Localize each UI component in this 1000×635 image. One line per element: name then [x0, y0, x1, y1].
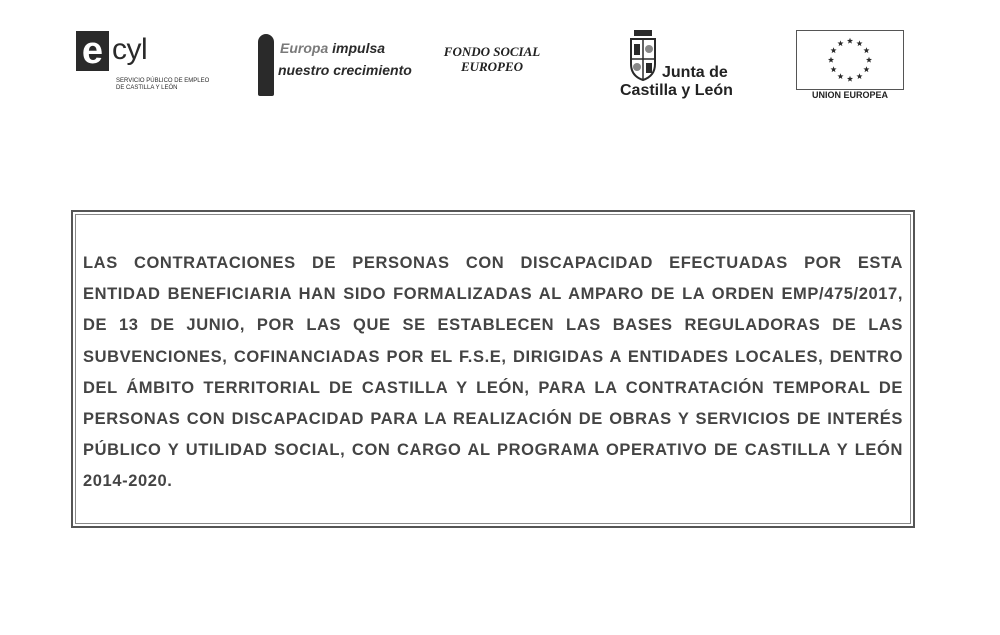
notice-inner-frame: [75, 214, 911, 524]
eu-stars-icon: [797, 31, 903, 89]
eu-star-icon: [847, 76, 853, 82]
logo-header: [0, 0, 1000, 110]
fse-line-2: EUROPEO: [460, 59, 524, 74]
eu-star-icon: [828, 57, 834, 63]
eu-star-icon: [831, 66, 837, 72]
fondo-social-europeo-label: [436, 44, 548, 74]
ecyl-wordmark: cyl: [112, 33, 148, 66]
ecyl-logo: [76, 28, 210, 98]
eu-star-icon: [847, 38, 853, 44]
union-europea-logo: [796, 30, 904, 102]
fse-line-1: FONDO SOCIAL: [443, 44, 541, 59]
junta-line-1: Junta de: [662, 64, 728, 81]
impulsa-word: impulsa: [332, 40, 386, 56]
europa-impulsa-logo: [258, 34, 412, 96]
ecyl-letter: e: [76, 31, 109, 71]
eu-star-icon: [837, 73, 843, 79]
notice-box: [71, 210, 915, 528]
europa-pillar-icon: [258, 34, 274, 96]
notice-text: LAS CONTRATACIONES DE PERSONAS CON DISCAPACIDAD EFECTUADAS POR ESTA ENTIDAD BENEFICIARIA HAN SIDO FORMALIZADAS AL AMPARO DE LA ORDEN EMP/475/2017, DE 13 DE JUNIO, POR LAS QUE SE ESTABLECEN LAS BASES REGULADORAS DE LAS SUBVENCIONES, COFINANCIADAS POR EL F.S.E, DIRIGIDAS A ENTIDADES LOCALES, DENTRO DEL ÁMBITO TERRITORIAL DE CASTILLA Y LEÓN, PARA LA CONTRATACIÓN TEMPORAL DE PERSONAS CON DISCAPACIDAD PARA LA REALIZACIÓN DE OBRAS Y SERVICIOS DE INTERÉS PÚBLICO Y UTILIDAD SOCIAL, CON CARGO AL PROGRAMA OPERATIVO DE CASTILLA Y LEÓN 2014-2020.: [83, 254, 903, 491]
union-europea-label: UNION EUROPEA: [811, 90, 888, 100]
eu-star-icon: [856, 40, 862, 46]
eu-star-icon: [866, 57, 872, 63]
europa-word: Europa: [280, 40, 329, 56]
eu-star-icon: [863, 47, 869, 53]
eu-flag: [796, 30, 904, 90]
coat-of-arms-icon: [628, 30, 658, 82]
ecyl-subtitle: SERVICIO PÚBLICO DE EMPLEO DE CASTILLA Y LEÓN: [116, 78, 210, 91]
europa-line-2: nuestro crecimiento: [278, 62, 412, 78]
junta-line-2: Castilla y León: [620, 82, 733, 99]
eu-star-icon: [837, 40, 843, 46]
eu-star-icon: [863, 66, 869, 72]
junta-castilla-leon-logo: [620, 30, 733, 100]
eu-star-icon: [856, 73, 862, 79]
eu-star-icon: [831, 47, 837, 53]
europa-line-1: [280, 40, 385, 56]
